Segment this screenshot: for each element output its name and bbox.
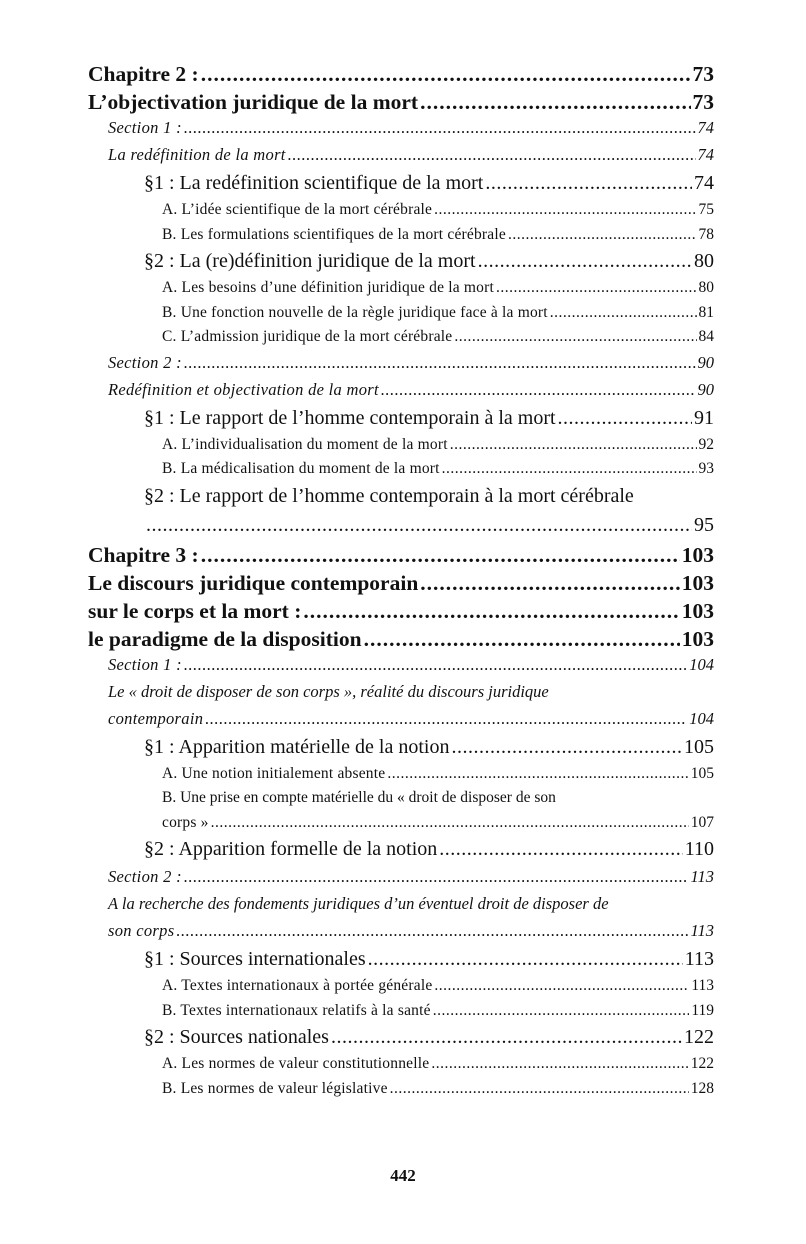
toc-entry-title: §1 : Le rapport de l’homme contemporain à la mort <box>144 406 556 429</box>
toc-entry-title: sur le corps et la mort : <box>88 598 302 623</box>
toc-entry-title: contemporain <box>108 708 204 728</box>
toc-entry-page: 75 <box>698 201 714 218</box>
toc-entry-page: 92 <box>698 435 714 453</box>
toc-entry-title: §1 : La redéfinition scientifique de la mort <box>144 172 484 194</box>
toc-entry-sec <box>88 655 714 682</box>
dot-leader <box>303 599 679 624</box>
dot-leader <box>205 709 687 729</box>
toc-entry-page: 74 <box>697 145 714 164</box>
toc-entry-title: Le discours juridique contemporain <box>88 570 419 595</box>
toc-entry-ch <box>88 627 714 655</box>
toc-entry-sub <box>88 279 714 304</box>
dot-leader <box>201 62 691 87</box>
toc-entry-page: 90 <box>697 379 714 399</box>
dot-leader <box>381 380 696 400</box>
toc-entry-title: La redéfinition de la mort <box>108 145 286 164</box>
toc-entry-par <box>88 250 714 279</box>
toc-entry-sec <box>88 118 714 145</box>
dot-leader <box>434 201 696 219</box>
toc-entry-page: 110 <box>684 838 714 860</box>
toc-entry-page: 105 <box>690 764 714 782</box>
toc-entry-sub <box>88 304 714 329</box>
dot-leader <box>201 543 680 568</box>
dot-leader <box>420 90 690 115</box>
toc-entry-title: A. L’individualisation du moment de la mort <box>162 435 448 453</box>
toc-entry-page: 113 <box>684 948 714 970</box>
dot-leader <box>368 948 683 971</box>
toc-entry-ch <box>88 62 714 90</box>
page-number: 442 <box>390 1166 416 1185</box>
dot-leader <box>439 838 682 861</box>
toc-entry-page: 104 <box>689 708 714 728</box>
toc-entry-sub <box>88 436 714 461</box>
toc-entry-sec <box>88 145 714 172</box>
toc-entry-title: §2 : Sources nationales <box>144 1026 329 1048</box>
toc-entry-par <box>88 1026 714 1055</box>
toc-entry-page: 80 <box>694 250 714 272</box>
toc-entry-title: le paradigme de la disposition <box>88 626 362 651</box>
toc-entry-title: B. Les formulations scientifiques de la mort cérébrale <box>162 225 506 243</box>
dot-leader <box>442 460 697 478</box>
toc-entry-title: Chapitre 2 : <box>88 62 199 86</box>
toc-entry-sec <box>88 353 714 380</box>
dot-leader <box>184 353 696 373</box>
toc-entry-sub <box>88 201 714 226</box>
toc-entry-page: 103 <box>681 542 714 567</box>
toc-entry-page: 93 <box>698 460 714 477</box>
toc-entry-page: 81 <box>698 303 714 321</box>
dot-leader <box>146 514 692 537</box>
dot-leader <box>184 118 696 138</box>
dot-leader <box>450 436 697 454</box>
toc-entry-sub <box>88 765 714 790</box>
toc-entry-page: 84 <box>698 328 714 345</box>
toc-entry-page: 73 <box>692 90 714 114</box>
dot-leader <box>451 736 682 759</box>
table-of-contents <box>88 62 714 1104</box>
toc-entry-page: 107 <box>690 813 714 831</box>
toc-entry-ch <box>88 90 714 118</box>
toc-entry-title: B. Textes internationaux relatifs à la santé <box>162 1001 431 1019</box>
dot-leader <box>288 145 696 165</box>
dot-leader <box>387 765 688 783</box>
dot-leader <box>364 627 680 652</box>
toc-entry-par <box>88 736 714 765</box>
toc-entry-sec <box>88 709 714 736</box>
toc-entry-title: B. La médicalisation du moment de la mort <box>162 460 440 477</box>
toc-entry-page: 80 <box>698 279 714 296</box>
toc-entry-ch <box>88 543 714 571</box>
dot-leader <box>485 172 692 195</box>
toc-entry-title: corps » <box>162 813 209 831</box>
toc-entry-title: C. L’admission juridique de la mort cérébrale <box>162 328 453 345</box>
toc-entry-title: L’objectivation juridique de la mort <box>88 90 419 114</box>
toc-entry-page: 91 <box>694 406 714 429</box>
dot-leader <box>431 1055 688 1073</box>
toc-entry-page: 74 <box>694 172 714 194</box>
toc-entry-sub <box>88 1002 714 1027</box>
toc-entry-page: 122 <box>684 1026 714 1048</box>
toc-entry-sec <box>88 380 714 407</box>
toc-entry-title: A. Textes internationaux à portée générale <box>162 977 433 994</box>
toc-entry-page: 95 <box>694 513 714 536</box>
toc-entry-page: 103 <box>681 570 714 595</box>
toc-entry-sec <box>88 921 714 948</box>
toc-entry-page: 105 <box>684 735 714 758</box>
toc-entry-wrapped-line: §2 : Le rapport de l’homme contemporain à la mort cérébrale <box>144 484 634 507</box>
toc-entry-page: 113 <box>690 921 714 940</box>
toc-entry-title: Section 2 : <box>108 352 182 372</box>
toc-entry-title: A. Les besoins d’une définition juridique de la mort <box>162 279 494 296</box>
toc-entry-title: §1 : Sources internationales <box>144 948 366 970</box>
toc-entry-title: A. L’idée scientifique de la mort cérébrale <box>162 201 433 218</box>
dot-leader <box>550 304 697 322</box>
toc-entry-sub <box>88 226 714 251</box>
toc-entry-title: Section 1 : <box>108 654 182 674</box>
toc-entry-ch <box>88 599 714 627</box>
dot-leader <box>176 921 688 941</box>
toc-entry-title: son corps <box>108 921 175 940</box>
dot-leader <box>433 1002 690 1020</box>
toc-entry-title: Section 1 : <box>108 118 182 137</box>
dot-leader <box>184 655 687 675</box>
toc-entry-page: 73 <box>692 62 714 86</box>
toc-entry-par <box>88 514 714 543</box>
toc-entry-wrapped-line: Le « droit de disposer de son corps », réalité du discours juridique <box>108 681 549 701</box>
toc-entry-title: §2 : La (re)définition juridique de la mort <box>144 250 476 272</box>
dot-leader <box>434 977 689 995</box>
toc-entry-title: B. Une fonction nouvelle de la règle juridique face à la mort <box>162 303 548 321</box>
dot-leader <box>184 867 689 887</box>
toc-entry-title: A. Les normes de valeur constitutionnelle <box>162 1055 430 1072</box>
toc-entry-page: 103 <box>681 598 714 623</box>
dot-leader <box>508 226 697 244</box>
toc-entry-page: 122 <box>690 1055 714 1072</box>
toc-entry-sub <box>88 1055 714 1080</box>
dot-leader <box>558 407 692 430</box>
toc-entry-par <box>88 838 714 867</box>
dot-leader <box>331 1026 682 1049</box>
dot-leader <box>454 328 696 346</box>
toc-entry-sub <box>88 328 714 353</box>
dot-leader <box>478 250 692 273</box>
dot-leader <box>496 279 697 297</box>
toc-entry-page: 104 <box>689 654 714 674</box>
toc-entry-title: §1 : Apparition matérielle de la notion <box>144 735 450 758</box>
dot-leader <box>420 571 679 596</box>
toc-entry-wrapped-line: B. Une prise en compte matérielle du « droit de disposer de son <box>162 789 556 806</box>
toc-entry-page: 74 <box>697 118 714 137</box>
toc-entry-title: A. Une notion initialement absente <box>162 764 386 782</box>
toc-entry-sub <box>88 977 714 1002</box>
toc-entry-title: §2 : Apparition formelle de la notion <box>144 838 438 860</box>
toc-entry-page: 128 <box>690 1079 714 1097</box>
toc-entry-par <box>88 948 714 977</box>
toc-entry-sec <box>88 867 714 894</box>
toc-entry-page: 78 <box>698 225 714 243</box>
toc-entry-title: Section 2 : <box>108 867 182 886</box>
toc-entry-wrapped-line: A la recherche des fondements juridiques d’un éventuel droit de disposer de <box>108 894 609 913</box>
toc-entry-page: 113 <box>691 977 714 994</box>
toc-entry-title: Chapitre 3 : <box>88 542 199 567</box>
toc-entry-par <box>88 407 714 436</box>
toc-entry-page: 103 <box>681 626 714 651</box>
toc-entry-page: 90 <box>697 352 714 372</box>
toc-entry-title: Redéfinition et objectivation de la mort <box>108 379 379 399</box>
toc-entry-sub <box>88 1080 714 1105</box>
toc-entry-page: 113 <box>690 867 714 886</box>
toc-entry-ch <box>88 571 714 599</box>
toc-entry-par <box>88 172 714 201</box>
dot-leader <box>211 814 689 832</box>
toc-entry-page: 119 <box>691 1001 714 1019</box>
dot-leader <box>390 1080 689 1098</box>
toc-entry-sub <box>88 460 714 485</box>
toc-entry-sub <box>88 814 714 839</box>
toc-entry-title: B. Les normes de valeur législative <box>162 1079 388 1097</box>
